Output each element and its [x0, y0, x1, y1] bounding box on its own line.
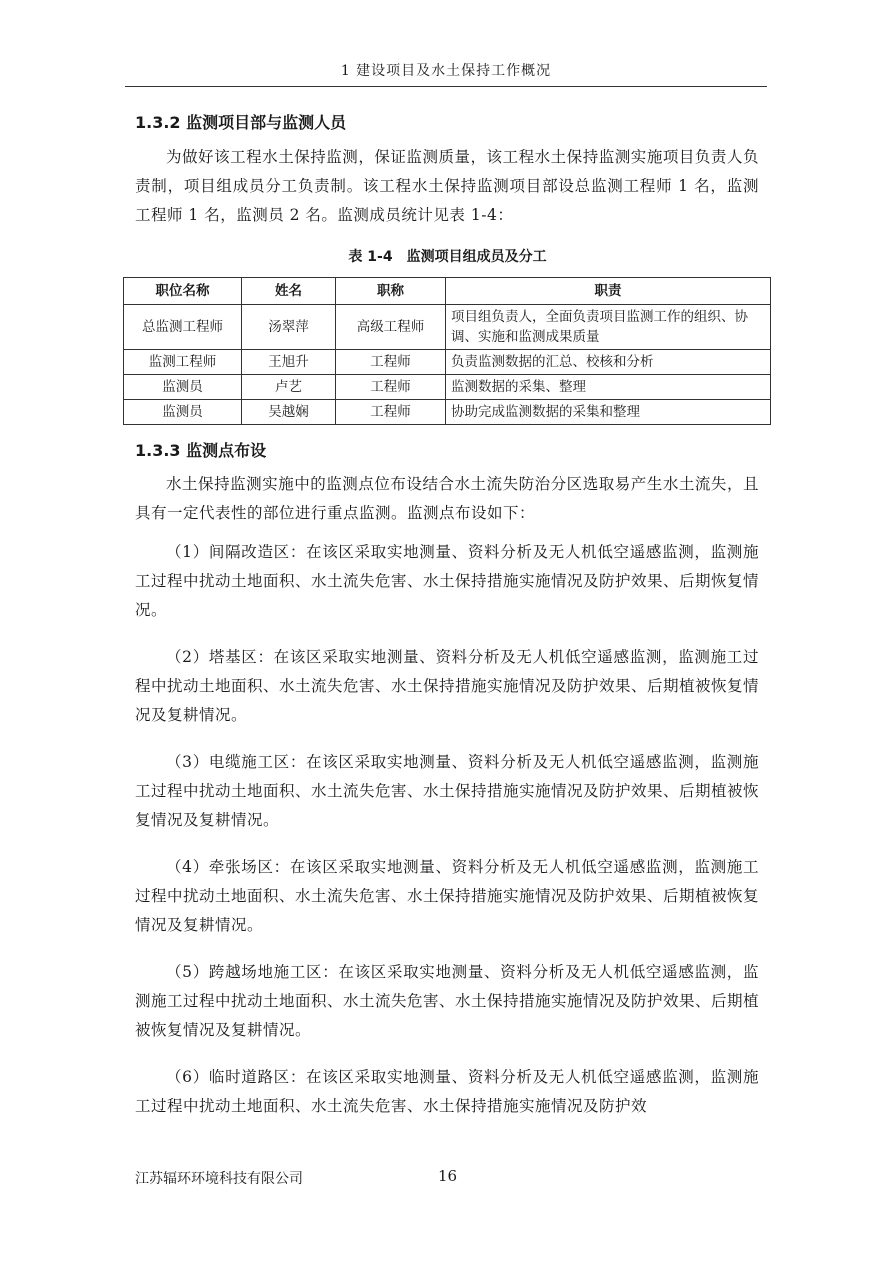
cell-duty: 项目组负责人，全面负责项目监测工作的组织、协调、实施和监测成果质量 [446, 305, 771, 350]
cell-duty: 协助完成监测数据的采集和整理 [446, 400, 771, 425]
section-1-3-2-paragraph: 为做好该工程水土保持监测，保证监测质量，该工程水土保持监测实施项目负责人负责制，项目组成员分工负责制。该工程水土保持监测项目部设总监测工程师 1 名，监测工程师 1 名，监测员 2 名。监测成员统计见表 1-4： [135, 148, 759, 224]
cell-duty: 负责监测数据的汇总、校核和分析 [446, 350, 771, 375]
cell-position: 监测员 [124, 375, 242, 400]
members-table [123, 277, 771, 425]
running-header: 1 建设项目及水土保持工作概况 [125, 60, 767, 87]
cell-name: 王旭升 [242, 350, 336, 375]
section-heading-1-3-3: 1.3.3 监测点布设 [135, 441, 267, 460]
cell-duty: 监测数据的采集、整理 [446, 375, 771, 400]
cell-name: 卢艺 [242, 375, 336, 400]
cell-title: 工程师 [336, 375, 446, 400]
list-item: （3）电缆施工区：在该区采取实地测量、资料分析及无人机低空遥感监测，监测施工过程中扰动土地面积、水土流失危害、水土保持措施实施情况及防护效果、后期植被恢复情况及复耕情况。 [135, 753, 760, 829]
cell-position: 监测员 [124, 400, 242, 425]
table-row [124, 350, 771, 375]
list-item: （1）间隔改造区：在该区采取实地测量、资料分析及无人机低空遥感监测，监测施工过程中扰动土地面积、水土流失危害、水土保持措施实施情况及防护效果、后期恢复情况。 [135, 543, 760, 619]
table-row [124, 400, 771, 425]
cell-title: 工程师 [336, 400, 446, 425]
table-row [124, 375, 771, 400]
cell-position: 总监测工程师 [124, 305, 242, 350]
col-header-name: 姓名 [242, 278, 336, 305]
table-caption: 表 1-4 监测项目组成员及分工 [348, 249, 547, 265]
table-header-row [124, 278, 771, 305]
cell-name: 汤翠萍 [242, 305, 336, 350]
col-header-position: 职位名称 [124, 278, 242, 305]
list-item: （5）跨越场地施工区：在该区采取实地测量、资料分析及无人机低空遥感监测，监测施工过程中扰动土地面积、水土流失危害、水土保持措施实施情况及防护效果、后期植被恢复情况及复耕情况。 [135, 963, 760, 1039]
list-item: （2）塔基区：在该区采取实地测量、资料分析及无人机低空遥感监测，监测施工过程中扰动土地面积、水土流失危害、水土保持措施实施情况及防护效果、后期植被恢复情况及复耕情况。 [135, 648, 760, 724]
table-row [124, 305, 771, 350]
cell-name: 吴越娴 [242, 400, 336, 425]
footer-company: 江苏辐环环境科技有限公司 [135, 1171, 303, 1187]
list-item: （6）临时道路区：在该区采取实地测量、资料分析及无人机低空遥感监测，监测施工过程中扰动土地面积、水土流失危害、水土保持措施实施情况及防护效 [135, 1068, 759, 1115]
section-1-3-3-paragraph: 水土保持监测实施中的监测点位布设结合水土流失防治分区选取易产生水土流失，且具有一定代表性的部位进行重点监测。监测点布设如下： [135, 475, 759, 522]
cell-title: 高级工程师 [336, 305, 446, 350]
col-header-duty: 职责 [446, 278, 771, 305]
cell-position: 监测工程师 [124, 350, 242, 375]
section-heading-1-3-2: 1.3.2 监测项目部与监测人员 [135, 113, 347, 132]
cell-title: 工程师 [336, 350, 446, 375]
col-header-title: 职称 [336, 278, 446, 305]
list-item: （4）牵张场区：在该区采取实地测量、资料分析及无人机低空遥感监测，监测施工过程中扰动土地面积、水土流失危害、水土保持措施实施情况及防护效果、后期植被恢复情况及复耕情况。 [135, 858, 760, 934]
page-number: 16 [438, 1167, 458, 1185]
